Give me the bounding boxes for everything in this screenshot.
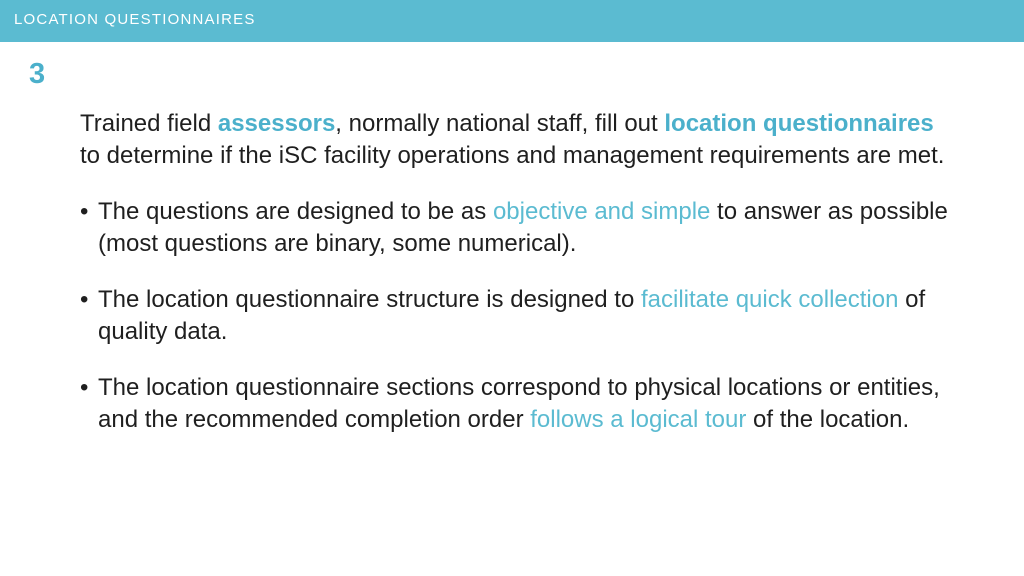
bullet-dot-icon: • — [80, 198, 89, 225]
header-title: LOCATION QUESTIONNAIRES — [14, 11, 256, 28]
bullet-dot-icon: • — [80, 286, 89, 313]
intro-text-1: Trained field — [80, 110, 218, 137]
bullet-item — [80, 196, 950, 260]
intro-highlight-assessors: assessors — [217, 110, 336, 137]
bullet-text-before: The location questionnaire structure is designed to — [98, 286, 641, 313]
header-bar — [0, 0, 1024, 42]
bullet-text-after: of quality data. — [98, 286, 926, 345]
slide-number: 3 — [29, 58, 46, 90]
intro-text-3: to determine if the iSC facility operations and management requirements are met. — [80, 142, 945, 169]
intro-text-2: , normally national staff, fill out — [335, 110, 665, 137]
bullet-highlight: objective and simple — [492, 198, 711, 225]
bullet-highlight: facilitate quick collection — [641, 286, 899, 313]
bullet-text-before: The location questionnaire sections correspond to physical locations or entities, and the recommended completion order — [98, 374, 940, 433]
bullet-highlight: follows a logical tour — [530, 406, 747, 433]
slide-content — [80, 108, 950, 460]
bullet-item — [80, 372, 950, 436]
bullet-dot-icon: • — [80, 374, 89, 401]
bullet-text-after: of the location. — [746, 406, 910, 433]
intro-paragraph — [80, 108, 950, 172]
intro-highlight-questionnaires: location questionnaires — [664, 110, 934, 137]
bullet-text-after: to answer as possible (most questions are binary, some numerical). — [98, 198, 948, 257]
bullet-text-before: The questions are designed to be as — [98, 198, 493, 225]
bullet-item — [80, 284, 950, 348]
bullet-list — [80, 196, 950, 436]
